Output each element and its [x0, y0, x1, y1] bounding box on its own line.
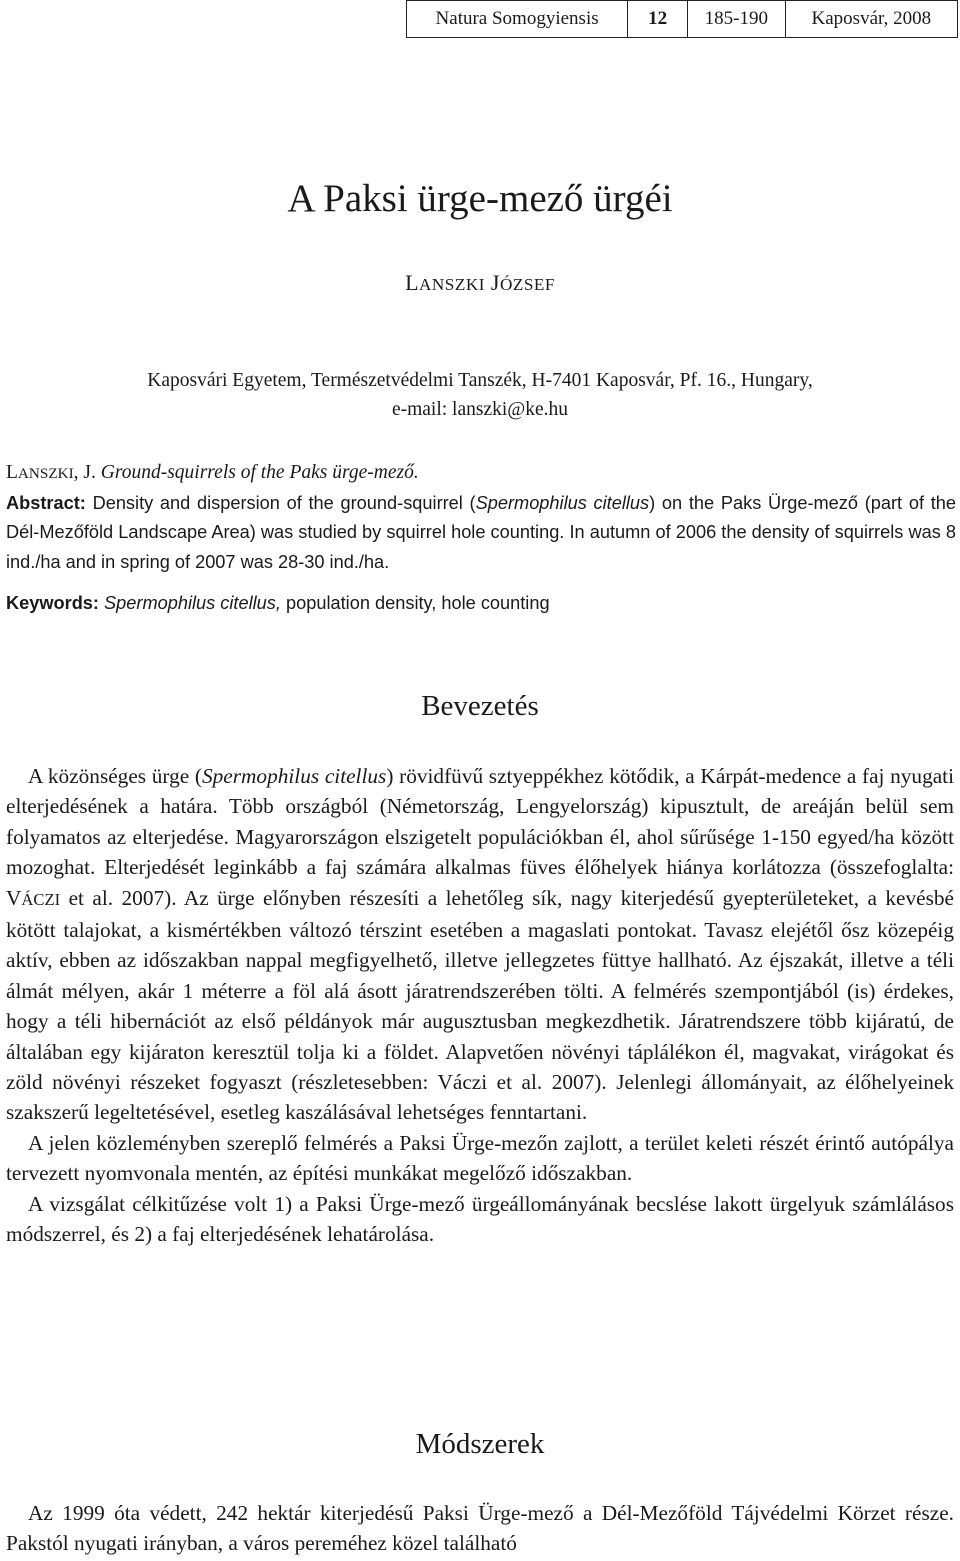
author-given-initial: J — [490, 270, 500, 295]
author-surname-initial: L — [405, 270, 420, 295]
intro-paragraph-3: A vizsgálat célkitűzése volt 1) a Paksi Ürge-mező ürgeállományának becslése lakott ürgelyuk számlálásos módszerrel, és 2) a faj elterjedésének lehatárolása. — [6, 1191, 954, 1247]
keywords-label: Keywords: — [6, 593, 99, 613]
intro-p1-text-a: A közönséges ürge ( — [28, 764, 202, 788]
section-heading-methods: Módszerek — [415, 1428, 545, 1460]
keywords-rest: population density, hole counting — [280, 593, 550, 613]
keywords-species: Spermophilus citellus, — [104, 593, 281, 613]
citation-surname-initial: L — [6, 462, 18, 483]
methods-body — [6, 1498, 954, 1559]
citation-surname-rest: ANSZKI — [17, 465, 74, 482]
author-given-rest: ÓZSEF — [499, 275, 555, 294]
abstract-species: Spermophilus citellus — [475, 492, 650, 513]
intro-p1-species: Spermophilus citellus — [202, 764, 387, 788]
journal-place-year: Kaposvár, 2008 — [811, 8, 932, 29]
author-name — [0, 270, 960, 296]
citation-line — [6, 458, 956, 489]
abstract-text — [6, 489, 956, 578]
journal-header — [406, 0, 958, 38]
email-line: e-mail: lanszki@ke.hu — [391, 399, 569, 420]
affiliation — [0, 366, 960, 424]
journal-pages: 185-190 — [688, 1, 786, 37]
intro-p1-text-c: et al. 2007). Az ürge előnyben részesíti a lehetőleg sík, nagy kiterjedésű gyepterületeket, a kevésbé kötött talajokat, a kismértékben változó térszint esetében a magaslati pontokat. Tavasz elejétől ősz közepéig aktív, ebben az időszakban nappal megfigyelhető, illetve jellegzetes füttye hallható. Az éjszakát, illetve a téli álmát mélyen, akár 1 méterre a föl alá ásott járatrendszerében tölti. A felmérés szempontjából (is) érdekes, hogy a téli hibernációt az első példányok már augusztusban megkezdhetik. Járatrendszere több kijáratú, de általában egy kijáraton keresztül tolja ki a földet. Alapvetően növényi táplálékon él, magvakat, virágokat és zöld növényi részeket fogyaszt (részletesebben: Váczi et al. 2007). Jelenlegi állományait, az élőhelyeinek szakszerű legeltetésével, esetleg kaszálásával lehetséges fenntartani. — [6, 885, 954, 1125]
intro-p1-text-b: ) rövidfüvű sztyeppékhez kötődik, a Kárpát-medence a faj nyugati elterjedésének a határa. Több országból (Németország, Lengyelország) kipusztult, de areáján belül sem folyamatos az elterjedése. Magyarországon elszigetelt populációkban él, ahol sűrűsége 1-150 egyed/ha között mozoghat. Elterjedését leginkább a faj számára alkalmas füves élőhelyek hiánya korlátozza (összefoglalta: — [6, 764, 955, 880]
abstract-block — [6, 458, 956, 577]
citation-title: Ground-squirrels of the Paks ürge-mező. — [100, 462, 419, 483]
intro-p1-ref-initial: V — [6, 885, 22, 910]
intro-body — [6, 761, 954, 1250]
intro-p1-ref-rest: ÁCZI — [21, 889, 61, 909]
journal-name: Natura Somogyiensis — [407, 1, 628, 37]
paper-title: A Paksi ürge-mező ürgéi — [287, 177, 673, 220]
intro-paragraph-1 — [6, 761, 954, 1128]
intro-paragraph-2: A jelen közleményben szereplő felmérés a Paksi Ürge-mezőn zajlott, a terület keleti részét érintő autópálya tervezett nyomvonala mentén, az építési munkákat megelőző időszakban. — [6, 1130, 954, 1186]
author-surname-rest: ANSZKI — [419, 275, 485, 294]
methods-paragraph-1: Az 1999 óta védett, 242 hektár kiterjedésű Paksi Ürge-mező a Dél-Mezőföld Tájvédelmi Körzet része. Pakstól nyugati irányban, a város pereméhez közel található — [6, 1501, 954, 1556]
keywords-line — [6, 593, 956, 614]
abstract-text-2: ) on the Paks Ürge-mező (part of the Dél-Mezőföld Landscape Area) was studied by squirrel hole counting. In autumn of 2006 the density of squirrels was 8 ind./ha and in spring of 2007 was 28-30 ind./ha. — [6, 492, 957, 572]
section-heading-intro: Bevezetés — [421, 690, 539, 722]
citation-initial: , J. — [73, 462, 101, 483]
affiliation-line: Kaposvári Egyetem, Természetvédelmi Tanszék, H-7401 Kaposvár, Pf. 16., Hungary, — [147, 370, 813, 391]
abstract-text-1: Density and dispersion of the ground-squirrel ( — [85, 492, 476, 513]
journal-volume: 12 — [628, 1, 688, 37]
abstract-label: Abstract: — [6, 492, 86, 513]
